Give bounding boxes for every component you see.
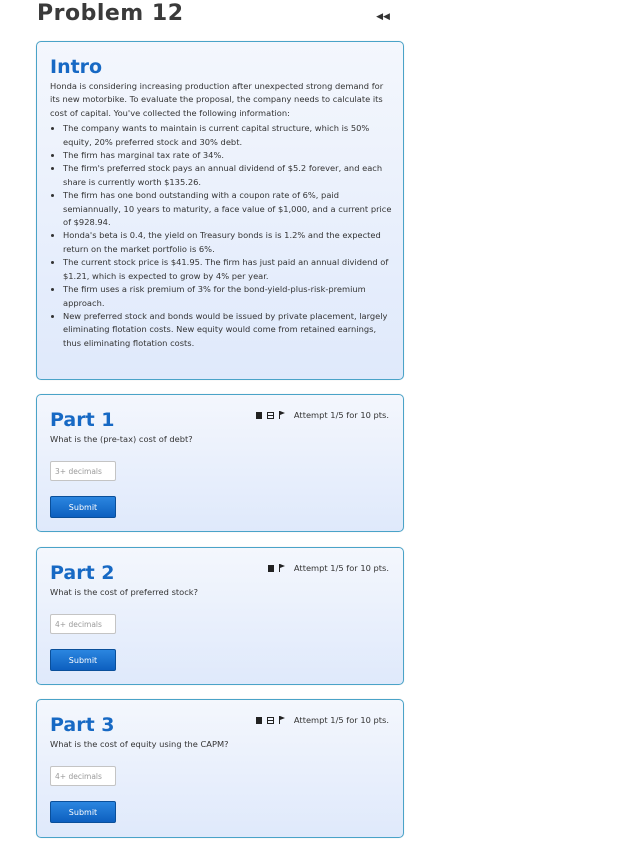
intro-bullet: • The firm has marginal tax rate of 34%.	[63, 149, 393, 162]
part-3-title: Part 3	[50, 714, 115, 736]
square-icon[interactable]	[256, 717, 262, 724]
part-3-card	[36, 699, 404, 838]
flag-icon[interactable]	[279, 411, 286, 419]
part-1-answer-input[interactable]	[50, 461, 116, 481]
intro-bullet: • New preferred stock and bonds would be issued by private placement, largely eliminating flotation costs. New equity would come from retained earnings, thus eliminating flotation costs.	[63, 310, 393, 350]
part-1-submit-button[interactable]: Submit	[50, 496, 116, 518]
flag-icon[interactable]	[279, 564, 286, 572]
part-2-card	[36, 547, 404, 685]
part-1-card	[36, 394, 404, 532]
part-1-title: Part 1	[50, 409, 115, 431]
intro-card	[36, 41, 404, 380]
intro-bullet: • The firm's preferred stock pays an annual dividend of $5.2 forever, and each share is currently worth $135.26.	[63, 162, 393, 189]
page-title: Problem 12	[37, 1, 184, 26]
part-3-answer-input[interactable]	[50, 766, 116, 786]
part-2-tools	[268, 563, 389, 573]
flag-icon[interactable]	[279, 716, 286, 724]
square-icon[interactable]	[268, 565, 274, 572]
part-3-question: What is the cost of equity using the CAPM?	[50, 739, 229, 749]
square-icon[interactable]	[256, 412, 262, 419]
part-2-question: What is the cost of preferred stock?	[50, 587, 198, 597]
part-2-title: Part 2	[50, 562, 115, 584]
attempt-counter: Attempt 1/5 for 10 pts.	[293, 563, 389, 573]
calculator-icon[interactable]	[267, 412, 274, 419]
attempt-counter: Attempt 1/5 for 10 pts.	[293, 410, 389, 420]
intro-bullet: • The company wants to maintain is current capital structure, which is 50% equity, 20% preferred stock and 30% debt.	[63, 122, 393, 149]
intro-bullet: • The firm has one bond outstanding with a coupon rate of 6%, paid semiannually, 10 years to maturity, a face value of $1,000, and a current price of $928.94.	[63, 189, 393, 229]
part-1-question: What is the (pre-tax) cost of debt?	[50, 434, 193, 444]
intro-bullet: • Honda's beta is 0.4, the yield on Treasury bonds is is 1.2% and the expected return on the market portfolio is 6%.	[63, 229, 393, 256]
part-3-submit-button[interactable]: Submit	[50, 801, 116, 823]
part-2-submit-button[interactable]: Submit	[50, 649, 116, 671]
intro-bullet-list	[50, 122, 393, 350]
intro-paragraph: Honda is considering increasing production after unexpected strong demand for its new motorbike. To evaluate the proposal, the company needs to calculate its cost of capital. You've collected the following information:	[50, 81, 384, 118]
calculator-icon[interactable]	[267, 717, 274, 724]
attempt-counter: Attempt 1/5 for 10 pts.	[293, 715, 389, 725]
intro-bullet: • The firm uses a risk premium of 3% for the bond-yield-plus-risk-premium approach.	[63, 283, 393, 310]
part-1-tools	[256, 410, 389, 420]
intro-title: Intro	[50, 56, 103, 78]
part-2-answer-input[interactable]	[50, 614, 116, 634]
intro-bullet: • The current stock price is $41.95. The firm has just paid an annual dividend of $1.21, which is expected to grow by 4% per year.	[63, 256, 393, 283]
part-3-tools	[256, 715, 389, 725]
intro-body	[50, 80, 393, 350]
rewind-icon[interactable]: ◀◀	[376, 12, 390, 22]
